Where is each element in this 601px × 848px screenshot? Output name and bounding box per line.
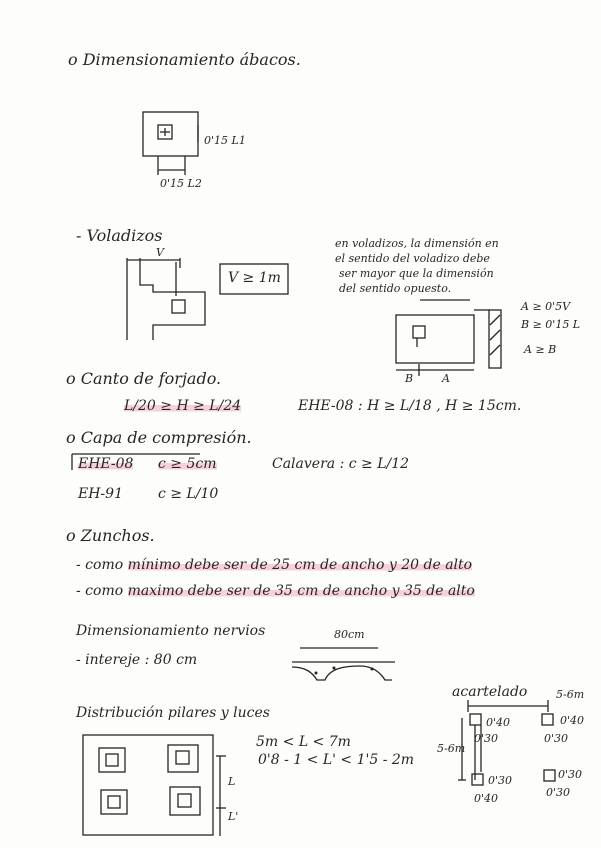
zunchos-line-2-text: maximo debe ser de 35 cm de ancho y 35 de alto (127, 583, 475, 599)
pilares-label-l: L (228, 775, 236, 788)
zunchos-line-1-prefix: - como (76, 557, 128, 573)
slab-label-a: A (442, 372, 450, 385)
section-canto-title: o Canto de forjado. (66, 369, 222, 388)
capa-c2: c ≥ L/10 (158, 486, 219, 502)
section-voladizos-title: - Voladizos (76, 226, 163, 245)
nervios-interaxis: - intereje : 80 cm (76, 652, 198, 668)
zunchos-line-2 (76, 583, 475, 599)
voladizo-rule-a: A ≥ 0'5V (521, 300, 571, 313)
abaco-diagram (143, 112, 198, 175)
canto-ehe: EHE-08 : H ≥ L/18 , H ≥ 15cm. (298, 398, 522, 414)
voladizo-rule-b: B ≥ 0'15 L (521, 318, 581, 331)
capa-caravita: Calavera : c ≥ L/12 (272, 456, 410, 472)
voladizo-rule-ab: A ≥ B (524, 343, 557, 356)
section-abacos-title: o Dimensionamiento ábacos. (68, 50, 301, 69)
pilares-rule-2: 0'8 - 1 < L' < 1'5 - 2m (258, 752, 415, 768)
acartelado-p1: 0'40 (486, 716, 511, 729)
nervios-dim: 80cm (334, 628, 365, 641)
section-zunchos-title: o Zunchos. (66, 526, 155, 545)
section-nervios-title: Dimensionamiento nervios (76, 623, 266, 639)
pilares-label-lp: L' (228, 810, 239, 823)
slab-label-b: B (405, 372, 414, 385)
acartelado-p4: 0'30 (558, 768, 583, 781)
section-pilares-title: Distribución pilares y luces (76, 705, 270, 721)
voladizo-note-3: ser mayor que la dimensión (339, 267, 494, 280)
acartelado-dim-side: 5-6m (437, 742, 466, 755)
pilares-grid-diagram (83, 735, 226, 836)
voladizo-box-rule: V ≥ 1m (228, 270, 281, 286)
zunchos-line-1 (76, 557, 472, 573)
nervios-diagram (292, 648, 395, 680)
voladizo-note-2: el sentido del voladizo debe (335, 252, 490, 265)
zunchos-line-1-text: mínimo debe ser de 25 cm de ancho y 20 de alto (127, 557, 473, 573)
acartelado-p4b: 0'30 (546, 786, 571, 799)
pilares-rule-1: 5m < L < 7m (256, 734, 351, 750)
section-capa-title: o Capa de compresión. (66, 428, 252, 447)
acartelado-p2: 0'40 (560, 714, 585, 727)
acartelado-title: acartelado (452, 684, 528, 700)
capa-c1: c ≥ 5cm (158, 456, 217, 472)
voladizo-note-4: del sentido opuesto. (339, 282, 452, 295)
acartelado-p2b: 0'30 (544, 732, 569, 745)
acartelado-p3: 0'30 (488, 774, 513, 787)
voladizo-slab-diagram (396, 300, 501, 376)
acartelado-diagram (458, 700, 555, 785)
acartelado-p3b: 0'40 (474, 792, 499, 805)
capa-ehe08: EHE-08 (78, 456, 134, 472)
canto-formula: L/20 ≥ H ≥ L/24 (124, 398, 242, 414)
capa-eh91: EH-91 (78, 486, 123, 502)
acartelado-dim-top: 5-6m (556, 688, 585, 701)
acartelado-p1b: 0'30 (474, 732, 499, 745)
voladizo-note-1: en voladizos, la dimensión en (335, 237, 499, 250)
zunchos-line-2-prefix: - como (76, 583, 128, 599)
voladizo-dim-v: V (156, 246, 164, 259)
abaco-label-right: 0'15 L1 (204, 134, 246, 147)
abaco-label-bottom: 0'15 L2 (160, 177, 202, 190)
